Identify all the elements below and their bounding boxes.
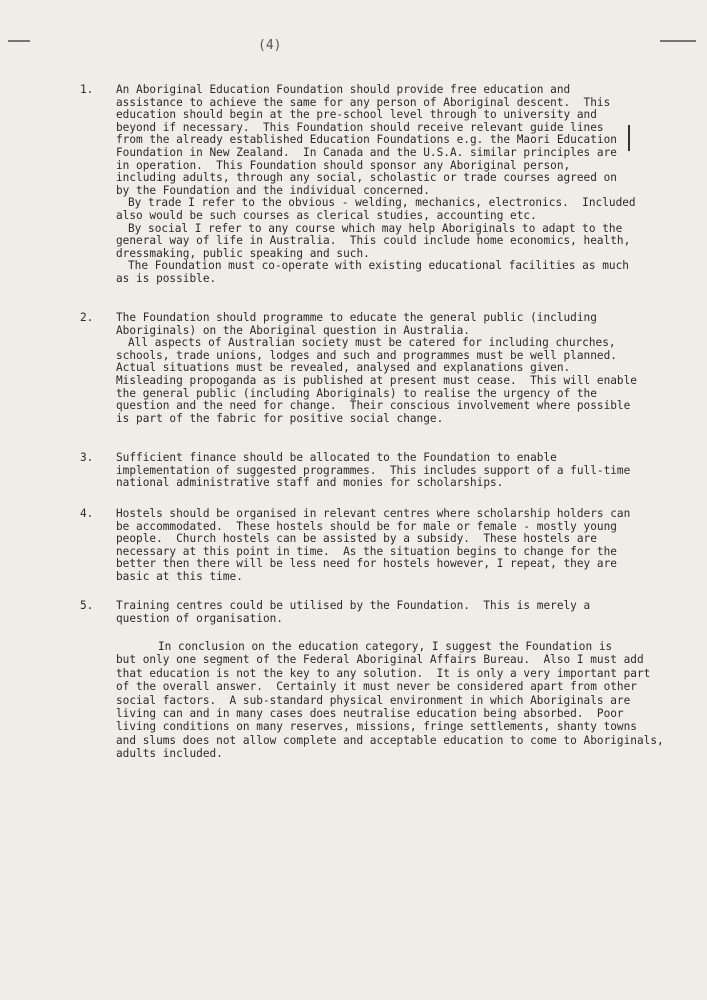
text-line: An Aboriginal Education Foundation should provide free education and (116, 83, 571, 96)
text-line: living conditions on many reserves, missions, fringe settlements, shanty towns (116, 720, 637, 734)
text-line: but only one segment of the Federal Aboriginal Affairs Bureau. Also I must add (116, 653, 644, 667)
text-line: The Foundation must co-operate with existing educational facilities as much (128, 259, 629, 273)
text-line: By social I refer to any course which may help Aboriginals to adapt to the (128, 221, 623, 235)
item-body (116, 508, 640, 584)
text-line: The Foundation should programme to educate the general public (including (116, 311, 597, 324)
text-line: adults included. (116, 747, 223, 761)
text-line: All aspects of Australian society must be catered for including churches, (128, 336, 616, 350)
item-number: 3. (80, 451, 94, 464)
item-body (116, 84, 640, 286)
list-item (80, 452, 640, 490)
page-number: (4) (258, 38, 282, 53)
item-number: 4. (80, 507, 94, 520)
text-line: from the already established Education Foundations e.g. the Maori Education (116, 133, 617, 147)
text-line: Training centres could be utilised by the Foundation. This is merely a (116, 599, 591, 612)
text-line: In conclusion on the education category, I suggest the Foundation is (158, 640, 613, 653)
text-line: by the Foundation and the individual concerned. (116, 183, 430, 197)
text-line: basic at this time. (116, 569, 243, 583)
text-line: better then there will be less need for hostels however, I repeat, they are (116, 557, 617, 571)
list-item (80, 84, 640, 286)
text-line: of the overall answer. Certainly it must never be considered apart from other (116, 680, 637, 694)
text-line: social factors. A sub-standard physical environment in which Aboriginals are (116, 693, 631, 707)
text-line: general way of life in Australia. This could include home economics, health, (116, 234, 631, 248)
text-line: living can and in many cases does neutralise education being absorbed. Poor (116, 706, 624, 720)
item-number: 1. (80, 83, 94, 96)
item-body (116, 452, 640, 490)
text-line: including adults, through any social, scholastic or trade courses agreed on (116, 171, 617, 185)
conclusion-paragraph (116, 640, 676, 761)
text-line: as is possible. (116, 271, 217, 285)
text-line: also would be such courses as clerical studies, accounting etc. (116, 208, 537, 222)
item-number: 2. (80, 311, 94, 324)
text-line: Sufficient finance should be allocated to the Foundation to enable (116, 451, 557, 464)
list-item (80, 508, 640, 584)
text-line: in operation. This Foundation should sponsor any Aboriginal person, (116, 158, 571, 172)
margin-mark (660, 40, 696, 42)
item-body (116, 600, 640, 625)
list-item (80, 600, 640, 625)
text-line: Misleading propoganda as is published at present must cease. This will enable (116, 373, 637, 387)
text-line: By trade I refer to the obvious - welding, mechanics, electronics. Included (128, 196, 636, 210)
text-line: national administrative staff and monies for scholarships. (116, 476, 504, 490)
text-line: implementation of suggested programmes. This includes support of a full-time (116, 463, 631, 477)
text-line: Foundation in New Zealand. In Canada and the U.S.A. similar principles are (116, 145, 617, 159)
text-line: Hostels should be organised in relevant centres where scholarship holders can (116, 507, 631, 520)
margin-mark (8, 40, 30, 42)
list-item (80, 312, 640, 425)
item-number: 5. (80, 599, 94, 612)
text-line: question of organisation. (116, 611, 283, 625)
text-line: assistance to achieve the same for any person of Aboriginal descent. This (116, 95, 611, 109)
text-line: and slums does not allow complete and acceptable education to come to Aboriginals, (116, 733, 664, 747)
text-line: Actual situations must be revealed, analysed and explanations given. (116, 361, 571, 375)
text-line: question and the need for change. Their conscious involvement where possible (116, 399, 631, 413)
text-line: that education is not the key to any solution. It is only a very important part (116, 666, 651, 680)
item-body (116, 312, 640, 425)
text-line: the general public (including Aboriginals) to realise the urgency of the (116, 386, 597, 400)
text-line: necessary at this point in time. As the situation begins to change for the (116, 544, 617, 558)
text-line: education should begin at the pre-school level through to university and (116, 108, 597, 122)
margin-bracket (628, 125, 630, 151)
text-line: schools, trade unions, lodges and such and programmes must be well planned. (116, 348, 617, 362)
text-line: beyond if necessary. This Foundation should receive relevant guide lines (116, 120, 604, 134)
text-line: people. Church hostels can be assisted by a subsidy. These hostels are (116, 532, 597, 546)
text-line: is part of the fabric for positive social change. (116, 411, 444, 425)
text-line: Aboriginals) on the Aboriginal question in Australia. (116, 323, 470, 337)
text-line: be accommodated. These hostels should be for male or female - mostly young (116, 519, 617, 533)
text-line: dressmaking, public speaking and such. (116, 246, 370, 260)
